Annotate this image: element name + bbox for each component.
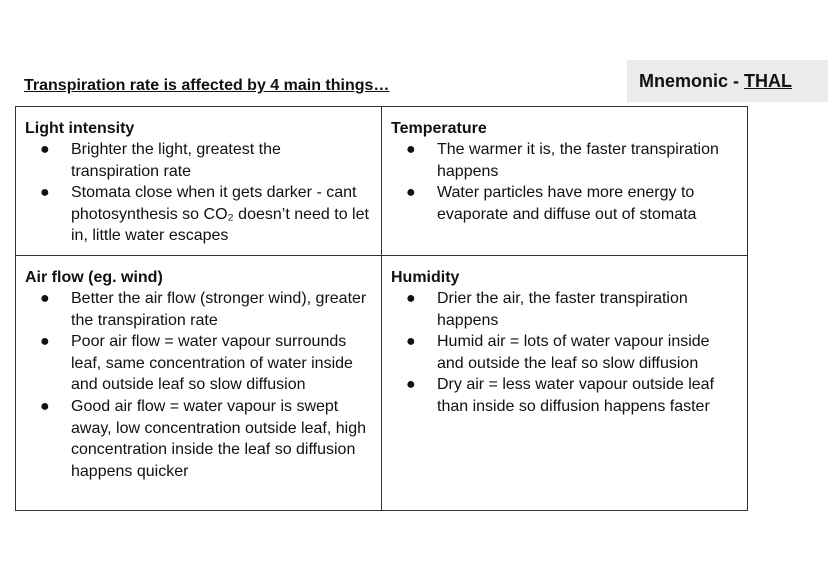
- bullet-icon: ●: [40, 141, 50, 158]
- mnemonic-box: [627, 60, 828, 102]
- list-item: [391, 331, 739, 374]
- list-item: [391, 374, 739, 417]
- table-row: [16, 256, 748, 511]
- cell-heading: Air flow (eg. wind): [25, 269, 163, 286]
- cell-temperature: [382, 107, 748, 256]
- cell-heading: Temperature: [391, 120, 487, 137]
- list-item-text: Poor air flow = water vapour surrounds leaf, same concentration of water inside and outside leaf so slow diffusion: [71, 333, 353, 394]
- list-item-text: Brighter the light, greatest the transpiration rate: [71, 141, 281, 180]
- bullet-list: [391, 139, 739, 225]
- list-item-text: Good air flow = water vapour is swept away, low concentration outside leaf, high concentration inside the leaf so diffusion happens quicker: [71, 397, 366, 480]
- list-item: [391, 288, 739, 331]
- cell-light-intensity: [16, 107, 382, 256]
- list-item: [25, 288, 373, 331]
- cell-air-flow: [16, 256, 382, 511]
- list-item-text: Dry air = less water vapour outside leaf than inside so diffusion happens faster: [437, 376, 715, 415]
- page-title: Transpiration rate is affected by 4 main things…: [24, 77, 390, 94]
- bullet-list: [391, 288, 739, 418]
- list-item-text: Humid air = lots of water vapour inside and outside the leaf so slow diffusion: [437, 333, 710, 372]
- cell-heading: Light intensity: [25, 120, 135, 137]
- table-row: [16, 107, 748, 256]
- list-item-text: Stomata close when it gets darker - cant photosynthesis so CO₂ doesn’t need to let in, little water escapes: [71, 184, 369, 245]
- list-item-text: Water particles have more energy to evaporate and diffuse out of stomata: [437, 184, 697, 223]
- bullet-icon: ●: [40, 333, 50, 351]
- mnemonic-acronym: THAL: [744, 71, 793, 91]
- bullet-list: [25, 139, 373, 247]
- cell-humidity: [382, 256, 748, 511]
- cell-heading: Humidity: [391, 269, 460, 286]
- factors-table: [15, 106, 748, 511]
- mnemonic-prefix: Mnemonic -: [639, 71, 745, 91]
- bullet-icon: ●: [40, 290, 50, 307]
- list-item: [25, 396, 373, 482]
- list-item: [25, 139, 373, 182]
- bullet-icon: ●: [406, 333, 416, 351]
- bullet-icon: ●: [406, 184, 416, 202]
- list-item: [25, 182, 373, 247]
- list-item-text: Drier the air, the faster transpiration happens: [437, 290, 688, 329]
- bullet-icon: ●: [406, 290, 416, 307]
- bullet-icon: ●: [40, 397, 50, 415]
- bullet-list: [25, 288, 373, 482]
- list-item-text: Better the air flow (stronger wind), greater the transpiration rate: [71, 290, 367, 329]
- bullet-icon: ●: [406, 376, 416, 394]
- list-item: [391, 139, 739, 182]
- list-item: [25, 331, 373, 396]
- list-item-text: The warmer it is, the faster transpiration happens: [437, 141, 719, 180]
- bullet-icon: ●: [406, 141, 416, 158]
- bullet-icon: ●: [40, 184, 50, 202]
- list-item: [391, 182, 739, 225]
